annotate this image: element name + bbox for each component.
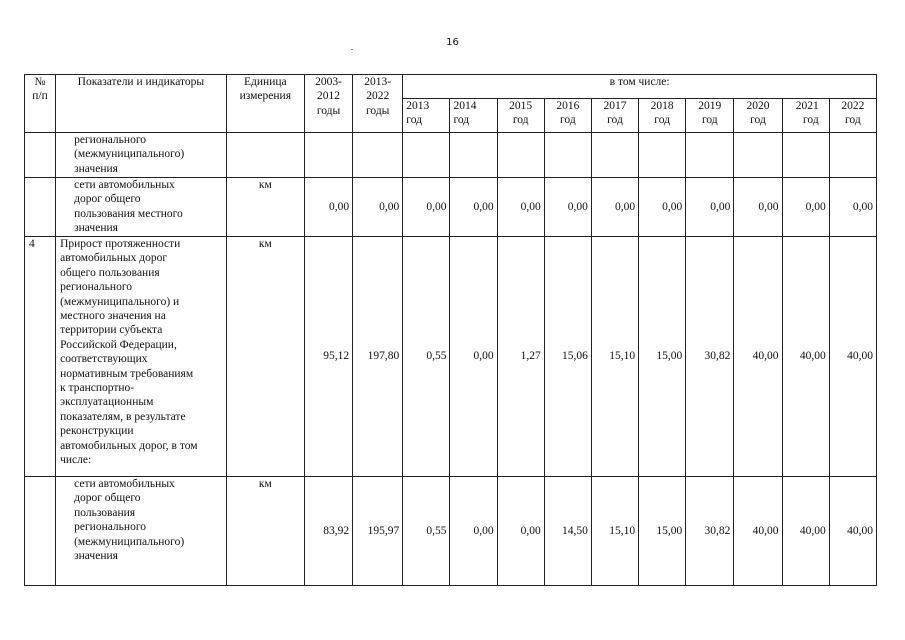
header-year-word: год	[559, 114, 576, 127]
row-value: 15,00	[639, 477, 686, 586]
indicator-line: реконструкции	[60, 425, 134, 438]
header-period-line: годы	[365, 104, 390, 117]
row-unit: км	[226, 178, 304, 237]
header-year-2015	[497, 99, 544, 133]
header-period-line: 2013-	[364, 76, 392, 88]
row-value: 15,10	[591, 477, 638, 586]
header-year-word: год	[453, 114, 470, 127]
row-value: 0,00	[497, 178, 544, 237]
row-indicator	[56, 477, 227, 586]
table-row	[25, 477, 877, 586]
row-number	[25, 477, 56, 586]
row-value: 195,97	[353, 477, 403, 586]
header-year-2016	[544, 99, 591, 133]
row-value: 0,00	[450, 178, 497, 237]
row-number	[25, 178, 56, 237]
header-year-value: 2019	[698, 100, 722, 112]
header-year-value: 2021	[795, 100, 819, 112]
indicator-line: пользования	[74, 506, 136, 519]
header-year-2018	[639, 99, 686, 133]
header-year-2017	[591, 99, 638, 133]
row-value: 30,82	[686, 237, 734, 477]
indicator-line: сети автомобильных	[74, 179, 175, 191]
indicator-line: числе:	[60, 454, 92, 467]
row-value: 0,55	[403, 477, 450, 586]
indicator-line: нормативным требованиям	[60, 367, 194, 380]
indicator-line: местного значения на	[60, 310, 166, 323]
row-value	[639, 133, 686, 178]
indicator-line: автомобильных дорог	[60, 252, 168, 265]
page-number: 16	[446, 37, 459, 48]
row-value: 40,00	[782, 477, 829, 586]
indicator-line: Российской Федерации,	[60, 338, 177, 351]
row-value: 40,00	[734, 477, 782, 586]
row-value: 0,00	[829, 178, 876, 237]
row-value: 0,00	[497, 477, 544, 586]
indicator-line: (межмуниципального) и	[60, 295, 180, 308]
row-value: 0,00	[450, 477, 497, 586]
row-value	[450, 133, 497, 178]
indicator-line: значения	[74, 162, 118, 175]
row-value: 1,27	[497, 237, 544, 477]
indicator-line: Прирост протяженности	[60, 238, 181, 250]
row-value: 0,00	[782, 178, 829, 237]
row-value	[353, 133, 403, 178]
header-period-line: 2003-	[315, 76, 342, 88]
indicator-line: территории субъекта	[60, 324, 163, 337]
scan-speck	[351, 49, 353, 50]
row-value: 95,12	[304, 237, 352, 477]
row-value: 0,00	[591, 178, 638, 237]
row-number	[25, 133, 56, 178]
indicator-line: пользования местного	[74, 207, 183, 220]
header-year-2021	[782, 99, 829, 133]
row-unit	[226, 133, 304, 178]
row-value	[497, 133, 544, 178]
header-year-word: год	[844, 114, 861, 127]
row-value	[782, 133, 829, 178]
header-period-2013-2022	[353, 75, 403, 133]
indicator-line: общего пользования	[60, 266, 160, 279]
table-row	[25, 237, 877, 477]
header-year-2013	[403, 99, 450, 133]
indicator-line: к транспортно-	[60, 382, 135, 395]
row-value: 15,10	[591, 237, 638, 477]
header-year-word: год	[607, 114, 623, 127]
header-year-word: год	[654, 114, 670, 127]
indicator-line: (межмуниципального)	[74, 535, 185, 548]
row-value: 40,00	[829, 237, 876, 477]
row-indicator	[56, 178, 227, 237]
header-unit	[226, 75, 304, 133]
header-year-value: 2016	[556, 100, 580, 112]
row-value	[829, 133, 876, 178]
header-period-line: 2012	[317, 90, 341, 103]
indicator-line: автомобильных дорог, в том	[60, 439, 198, 452]
row-value: 0,00	[403, 178, 450, 237]
header-year-value: 2015	[509, 100, 533, 112]
indicator-line: значения	[74, 222, 118, 235]
row-value: 197,80	[353, 237, 403, 477]
table-row	[25, 133, 877, 178]
header-year-word: год	[512, 114, 529, 127]
table-row	[25, 178, 877, 237]
row-value: 30,82	[686, 477, 734, 586]
row-value: 15,00	[639, 237, 686, 477]
header-num-line: №	[34, 76, 46, 88]
header-year-value: 2022	[841, 100, 865, 112]
header-including: в том числе:	[403, 75, 877, 99]
header-year-value: 2014	[453, 100, 477, 112]
row-value	[734, 133, 782, 178]
header-year-2020	[734, 99, 782, 133]
indicator-line: сети автомобильных	[74, 478, 175, 490]
row-value	[403, 133, 450, 178]
indicator-line: соответствующих	[60, 353, 148, 366]
row-value: 15,06	[544, 237, 591, 477]
header-indicator: Показатели и индикаторы	[56, 75, 227, 133]
row-value	[591, 133, 638, 178]
header-year-value: 2017	[603, 100, 627, 112]
header-year-word: год	[701, 114, 718, 127]
header-year-word: год	[406, 114, 422, 127]
row-value: 40,00	[734, 237, 782, 477]
header-year-value: 2018	[650, 100, 674, 112]
row-unit: км	[226, 477, 304, 586]
header-unit-line: измерения	[239, 90, 291, 103]
header-year-value: 2013	[406, 100, 430, 112]
indicator-line: показателям, в результате	[60, 410, 186, 423]
header-year-2019	[686, 99, 734, 133]
header-year-2014	[450, 99, 497, 133]
row-unit: км	[226, 237, 304, 477]
row-value: 0,00	[686, 178, 734, 237]
indicator-line: (межмуниципального)	[74, 148, 185, 161]
row-value: 0,00	[353, 178, 403, 237]
row-value: 0,55	[403, 237, 450, 477]
header-period-line: годы	[316, 104, 341, 117]
row-value	[686, 133, 734, 178]
header-year-word: год	[750, 114, 766, 127]
row-value: 0,00	[450, 237, 497, 477]
row-number: 4	[25, 237, 56, 477]
row-value: 0,00	[544, 178, 591, 237]
indicator-line: значения	[74, 550, 118, 563]
indicators-table	[24, 74, 877, 586]
row-value: 40,00	[782, 237, 829, 477]
header-num-line: п/п	[32, 90, 48, 103]
header-year-value: 2020	[746, 100, 770, 112]
indicator-line: дорог общего	[74, 193, 141, 206]
row-value	[544, 133, 591, 178]
row-value: 0,00	[304, 178, 352, 237]
header-period-line: 2022	[366, 90, 390, 103]
indicator-line: регионального	[74, 521, 146, 534]
row-value: 14,50	[544, 477, 591, 586]
header-period-2003-2012	[304, 75, 352, 133]
row-value: 40,00	[829, 477, 876, 586]
row-value: 83,92	[304, 477, 352, 586]
row-value	[304, 133, 352, 178]
header-year-2022	[829, 99, 876, 133]
row-indicator	[56, 133, 227, 178]
row-value: 0,00	[734, 178, 782, 237]
indicator-line: регионального	[60, 281, 132, 294]
indicator-line: эксплуатационным	[60, 396, 154, 409]
header-row	[25, 75, 877, 99]
indicator-line: регионального	[74, 134, 146, 146]
header-num	[25, 75, 56, 133]
row-indicator	[56, 237, 227, 477]
row-value: 0,00	[639, 178, 686, 237]
indicator-line: дорог общего	[74, 492, 141, 505]
header-year-word: год	[802, 114, 819, 127]
header-unit-line: Единица	[244, 76, 287, 88]
